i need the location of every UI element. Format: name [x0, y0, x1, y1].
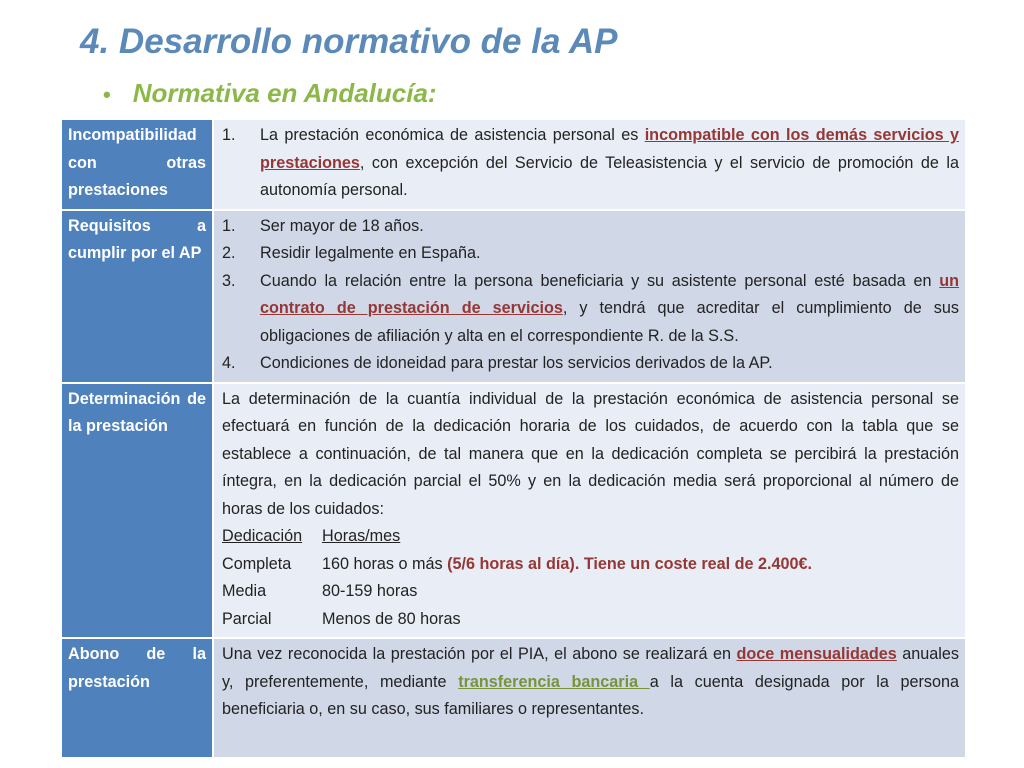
item-number: 4. — [222, 354, 236, 372]
item-text: Condiciones de idoneidad para prestar los servicios derivados de la AP. — [260, 354, 773, 372]
coste-note: (5/6 horas al día). Tiene un coste real de 2.400€. — [447, 554, 813, 573]
abono-text: anuales y, preferentemente, mediante — [222, 645, 959, 691]
normativa-table — [60, 118, 967, 759]
col-header-dedicacion: Dedicación — [222, 527, 303, 545]
item-text: Cuando la relación entre la persona beneficiaria y su asistente personal esté basada en — [260, 271, 940, 290]
item-number: 2. — [222, 244, 236, 262]
dedicacion-row — [222, 551, 959, 579]
row-content — [213, 210, 966, 383]
row-header: Requisitos a cumplir por el AP — [61, 210, 213, 383]
item-number: 1. — [222, 216, 236, 235]
item-number: 3. — [222, 271, 236, 290]
row-content — [213, 638, 966, 758]
highlight-transferencia: transferencia bancaria — [458, 672, 650, 691]
dedicacion-row — [222, 578, 959, 606]
slide-title: 4. Desarrollo normativo de la AP — [80, 22, 618, 61]
item-text: , con excepción del Servicio de Teleasistencia y el servicio de promoción de la autonomía personal. — [260, 153, 959, 199]
list-item — [222, 122, 959, 205]
row-header: Abono de la prestación — [61, 638, 213, 758]
paragraph: La determinación de la cuantía individual de la prestación económica de asistencia personal se efectuará en función de la dedicación horaria de los cuidados, de acuerdo con la tabla que se establece a continuación, de tal manera que en la dedicación completa se percibirá la prestación íntegra, en la dedicación parcial el 50% y en la dedicación media será proporcional al número de horas de los cuidados: — [222, 389, 959, 518]
table-row-abono — [61, 638, 966, 758]
item-number: 1. — [222, 126, 236, 144]
dedicacion-cell: Completa — [222, 554, 292, 573]
horas-cell: 160 horas o más — [322, 554, 448, 573]
list-item — [222, 350, 959, 378]
abono-text: Una vez reconocida la prestación por el PIA, el abono se realizará en — [222, 645, 737, 663]
row-content — [213, 119, 966, 210]
highlight-mensualidades: doce mensualidades — [736, 645, 897, 663]
bullet-icon: • — [103, 82, 111, 107]
row-header: Determinación de la prestación — [61, 383, 213, 639]
dedicacion-cell: Parcial — [222, 609, 272, 628]
subtitle-text: Normativa en Andalucía: — [132, 78, 437, 108]
slide-subtitle — [103, 78, 437, 109]
dedicacion-header-row — [222, 523, 959, 551]
dedicacion-cell: Media — [222, 582, 267, 600]
item-text: La prestación económica de asistencia personal es — [260, 126, 645, 144]
highlight-contrato: un contrato de prestación de servicios — [260, 271, 959, 317]
table-row-incompatibilidad — [61, 119, 966, 210]
col-header-horas: Horas/mes — [322, 527, 401, 545]
item-text: Ser mayor de 18 años. — [260, 216, 424, 235]
list-item — [222, 213, 959, 241]
item-text: Residir legalmente en España. — [260, 244, 481, 262]
row-content — [213, 383, 966, 639]
row-header: Incompatibilidad con otras prestaciones — [61, 119, 213, 210]
item-text: , y tendrá que acreditar el cumplimiento de sus obligaciones de afiliación y alta en el correspondiente R. de la S.S. — [260, 299, 959, 345]
highlight-incompatible: incompatible con los demás servicios y prestaciones — [260, 126, 959, 172]
table-row-determinacion — [61, 383, 966, 639]
horas-cell: 80-159 horas — [322, 582, 418, 600]
abono-text: a la cuenta designada por la persona beneficiaria o, en su caso, sus familiares o representantes. — [222, 672, 959, 718]
list-item — [222, 268, 959, 351]
table-row-requisitos — [61, 210, 966, 383]
dedicacion-table — [222, 523, 959, 633]
dedicacion-row — [222, 606, 959, 634]
list-item — [222, 240, 959, 268]
horas-cell: Menos de 80 horas — [322, 609, 461, 628]
